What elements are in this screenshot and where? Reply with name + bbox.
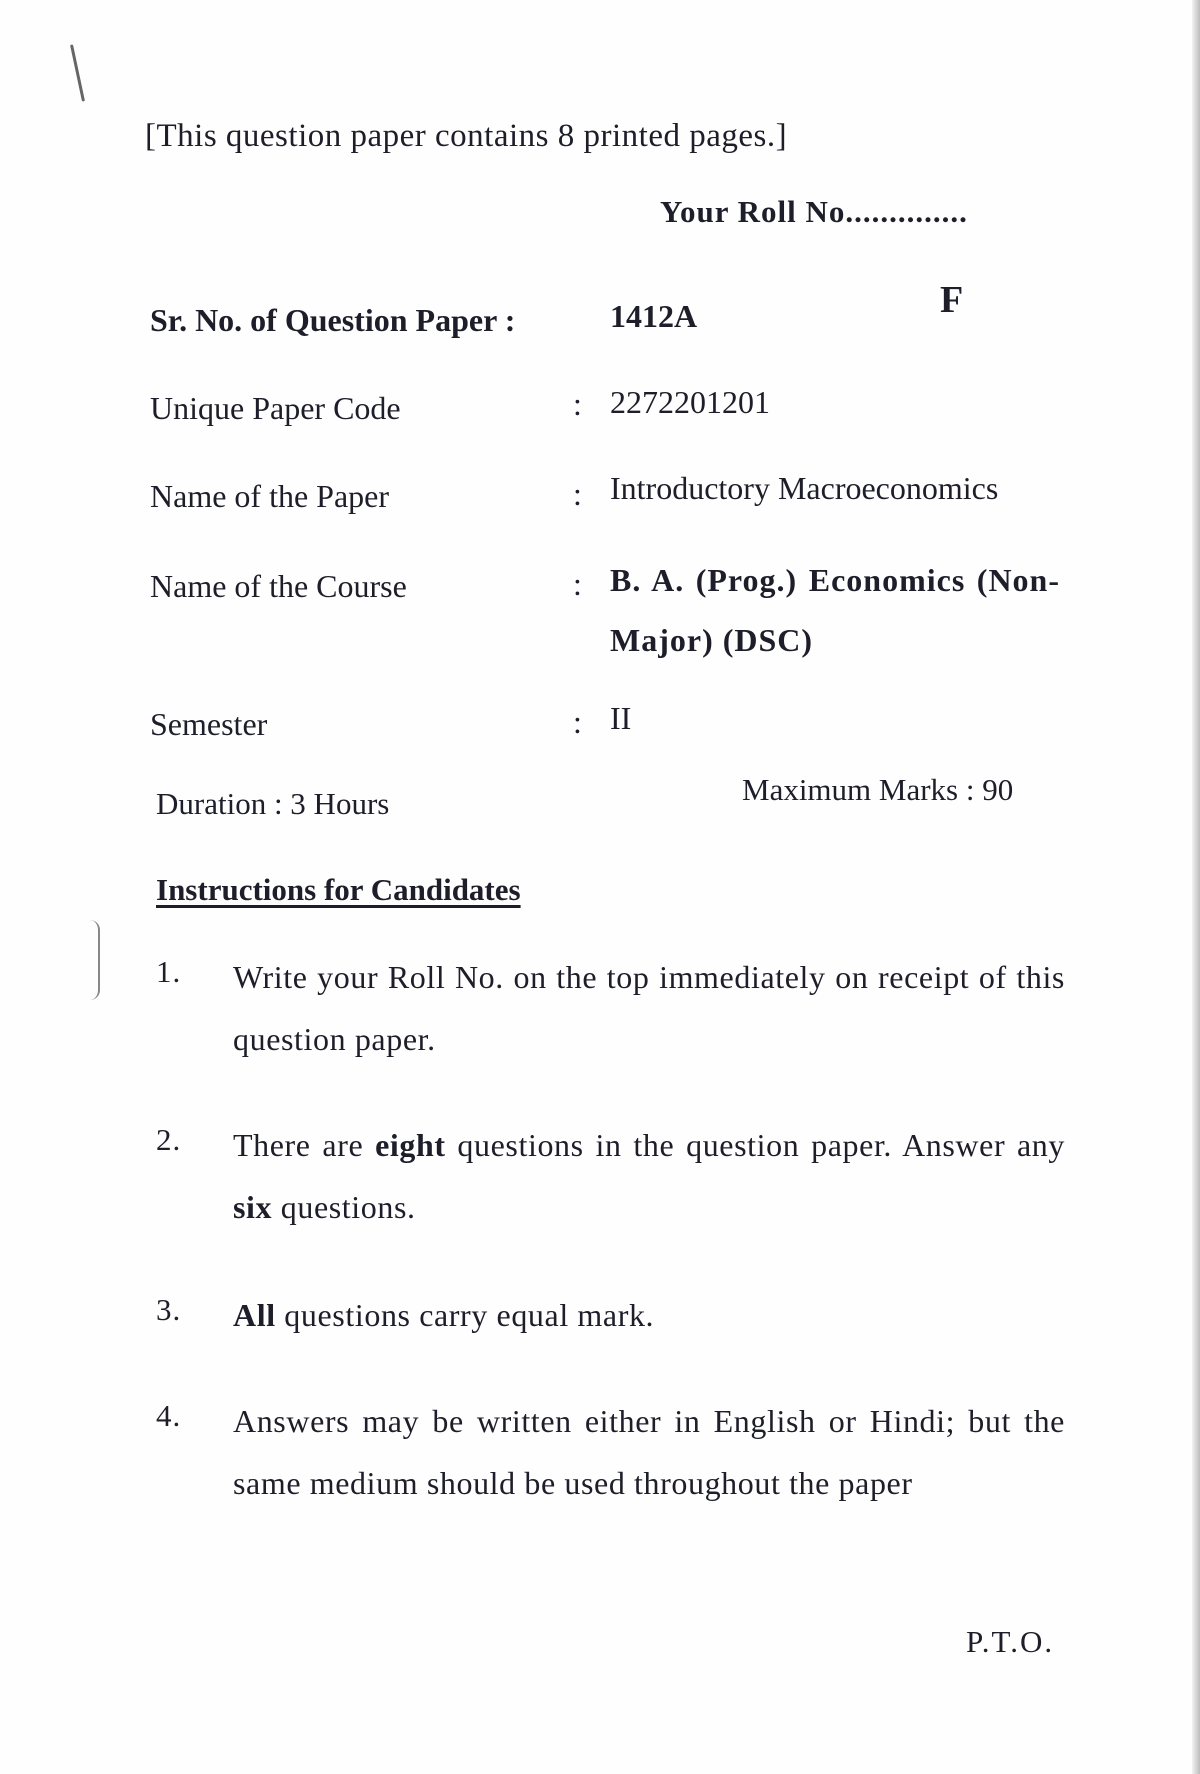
paper-name-label: Name of the Paper <box>150 478 390 514</box>
instruction-emphasis: eight <box>375 1127 446 1163</box>
instruction-fragment: questions in the question paper. Answer any <box>445 1127 1066 1163</box>
course-name-value: B. A. (Prog.) Economics (Non- Major) (DSC) <box>610 562 1060 658</box>
roll-number-field: Your Roll No.............. <box>660 194 968 229</box>
instruction-text <box>233 1390 1065 1514</box>
semester-label: Semester <box>150 706 268 742</box>
instruction-number: 1. <box>156 954 182 989</box>
set-letter: F <box>940 279 964 321</box>
semester-colon: : <box>573 704 582 740</box>
instruction-fragment: There are <box>233 1127 376 1163</box>
paper-code-colon: : <box>573 386 582 422</box>
instruction-fragment: Write your Roll No. on the top immediately on receipt of this question paper. <box>233 959 1065 1057</box>
instruction-number: 4. <box>156 1398 182 1433</box>
pages-note: [This question paper contains 8 printed pages.] <box>145 118 788 154</box>
duration: Duration : 3 Hours <box>156 786 390 821</box>
instruction-number: 2. <box>156 1122 182 1157</box>
instructions-heading: Instructions for Candidates <box>156 872 521 907</box>
course-name-label: Name of the Course <box>150 568 407 604</box>
instruction-text <box>233 946 1065 1070</box>
maximum-marks: Maximum Marks : 90 <box>742 772 1014 807</box>
instruction-text <box>233 1114 1065 1238</box>
paper-name-colon: : <box>573 476 582 512</box>
paper-name-value: Introductory Macroeconomics <box>610 470 999 506</box>
pen-mark <box>70 44 85 101</box>
serial-number-value: 1412A <box>610 298 698 334</box>
instruction-number: 3. <box>156 1292 182 1327</box>
course-name-colon: : <box>573 566 582 602</box>
page-edge-shadow <box>1192 0 1200 1774</box>
instruction-fragment: Answers may be written either in English or Hindi; but the same medium should be used throughout the paper <box>233 1403 1065 1501</box>
paper-code-label: Unique Paper Code <box>150 390 401 426</box>
instruction-emphasis: six <box>233 1189 273 1225</box>
please-turn-over: P.T.O. <box>966 1624 1055 1659</box>
instruction-emphasis: All <box>233 1297 276 1333</box>
instruction-fragment: questions carry equal mark. <box>275 1297 655 1333</box>
instruction-text <box>233 1284 1065 1346</box>
serial-number-label: Sr. No. of Question Paper : <box>150 302 516 338</box>
paper-code-value: 2272201201 <box>610 384 770 420</box>
instruction-fragment: questions. <box>272 1189 416 1225</box>
margin-bracket-mark <box>90 920 100 1000</box>
semester-value: II <box>610 700 632 736</box>
